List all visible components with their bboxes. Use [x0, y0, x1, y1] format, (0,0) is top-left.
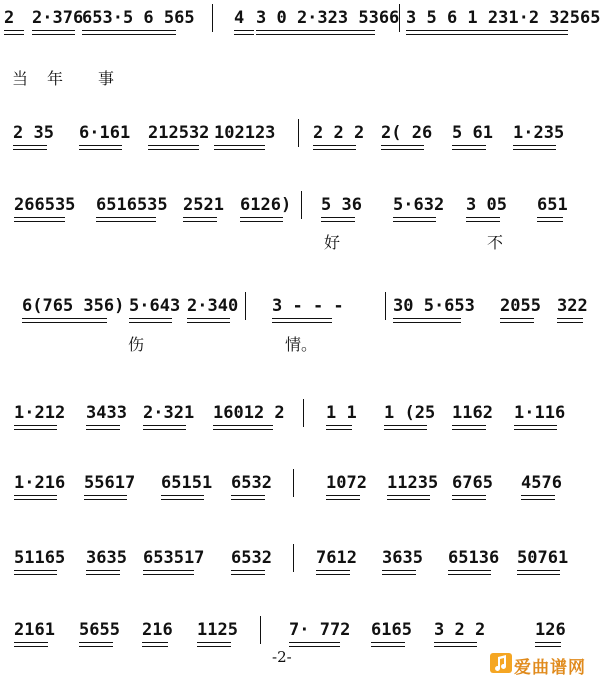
- beam-line: [448, 570, 491, 571]
- note-group: 2: [4, 8, 15, 28]
- note-group: 5 36: [321, 195, 362, 215]
- note-group: 2( 26: [381, 123, 433, 143]
- beam-line: [14, 574, 57, 575]
- lyric-char: 不: [487, 233, 504, 252]
- note-group: 212532: [148, 123, 210, 143]
- note-line: [0, 115, 600, 145]
- beam-line: [213, 429, 273, 430]
- note-group: 1·216: [14, 473, 66, 493]
- beam-line: [382, 574, 416, 575]
- note-group: 3 05: [466, 195, 507, 215]
- note-group: 1·116: [514, 403, 566, 423]
- beam-line: [197, 646, 231, 647]
- note-group: 6(765 356): [22, 296, 125, 316]
- beam-line: [143, 429, 186, 430]
- beam-line: [272, 318, 332, 319]
- beam-line: [82, 30, 176, 31]
- beam-line: [434, 642, 477, 643]
- lyric-char: 情。: [285, 335, 318, 354]
- beam-line: [466, 221, 500, 222]
- beam-line: [213, 425, 273, 426]
- beam-line: [384, 429, 427, 430]
- beam-line: [4, 30, 24, 31]
- beam-line: [513, 145, 556, 146]
- beam-line: [142, 646, 168, 647]
- beam-line: [316, 570, 350, 571]
- beam-line: [14, 425, 57, 426]
- beam-line: [86, 570, 120, 571]
- beam-line: [14, 429, 57, 430]
- note-group: 653·5 6 565: [82, 8, 195, 28]
- music-note-icon: [490, 653, 512, 673]
- beam-line: [557, 318, 583, 319]
- note-group: 51165: [14, 548, 66, 568]
- beam-line: [86, 425, 120, 426]
- score-line: [0, 465, 600, 505]
- beam-line: [313, 149, 356, 150]
- note-group: 2 2 2: [313, 123, 365, 143]
- beam-line: [143, 570, 194, 571]
- note-line: [0, 540, 600, 570]
- beam-line: [82, 34, 176, 35]
- note-group: 16012 2: [213, 403, 285, 423]
- note-group: 1 1: [326, 403, 357, 423]
- score-line: [0, 612, 600, 652]
- note-group: 6516535: [96, 195, 168, 215]
- beam-line: [143, 574, 194, 575]
- beam-line: [143, 425, 186, 426]
- note-group: 5655: [79, 620, 120, 640]
- note-group: 4: [234, 8, 245, 28]
- note-group: 102123: [214, 123, 276, 143]
- beam-line: [84, 495, 127, 496]
- beam-line: [4, 34, 24, 35]
- score-line: [0, 187, 600, 252]
- score-line: [0, 540, 600, 580]
- beam-line: [183, 217, 217, 218]
- beam-line: [313, 145, 356, 146]
- beam-line: [452, 499, 486, 500]
- note-group: 3 - - -: [272, 296, 344, 316]
- beam-line: [214, 145, 265, 146]
- note-group: 3 5 6 1 231·2 32565: [406, 8, 600, 28]
- note-group: 11235: [387, 473, 439, 493]
- note-group: 322: [557, 296, 588, 316]
- beam-line: [500, 318, 534, 319]
- beam-line: [79, 646, 113, 647]
- beam-line: [466, 217, 500, 218]
- note-group: 2521: [183, 195, 224, 215]
- beam-line: [371, 646, 405, 647]
- beam-line: [14, 217, 65, 218]
- bar-line: [245, 292, 246, 320]
- note-group: 3635: [86, 548, 127, 568]
- beam-line: [452, 429, 486, 430]
- beam-line: [452, 149, 486, 150]
- note-group: 1·212: [14, 403, 66, 423]
- bar-line: [293, 544, 294, 572]
- beam-line: [316, 574, 350, 575]
- beam-line: [14, 221, 65, 222]
- beam-line: [535, 646, 561, 647]
- beam-line: [231, 499, 265, 500]
- note-group: 2·321: [143, 403, 195, 423]
- beam-line: [272, 322, 332, 323]
- beam-line: [32, 34, 75, 35]
- beam-line: [148, 149, 199, 150]
- beam-line: [234, 34, 254, 35]
- note-group: 6765: [452, 473, 493, 493]
- beam-line: [13, 149, 47, 150]
- bar-line: [293, 469, 294, 497]
- note-line: [0, 465, 600, 495]
- beam-line: [231, 574, 265, 575]
- beam-line: [382, 570, 416, 571]
- bar-line: [303, 399, 304, 427]
- beam-line: [514, 429, 557, 430]
- beam-line: [79, 145, 122, 146]
- note-group: 65136: [448, 548, 500, 568]
- beam-line: [86, 574, 120, 575]
- beam-line: [14, 499, 57, 500]
- note-group: 5·632: [393, 195, 445, 215]
- beam-line: [514, 425, 557, 426]
- beam-line: [187, 318, 230, 319]
- beam-line: [393, 217, 436, 218]
- note-group: 653517: [143, 548, 205, 568]
- note-group: 1072: [326, 473, 367, 493]
- beam-line: [79, 642, 113, 643]
- beam-line: [96, 221, 156, 222]
- beam-line: [187, 322, 230, 323]
- beam-line: [371, 642, 405, 643]
- note-group: 3433: [86, 403, 127, 423]
- beam-line: [240, 221, 283, 222]
- beam-line: [183, 221, 217, 222]
- bar-line: [301, 191, 302, 219]
- note-group: 6126): [240, 195, 292, 215]
- beam-line: [22, 322, 107, 323]
- note-group: 1162: [452, 403, 493, 423]
- beam-line: [161, 499, 204, 500]
- beam-line: [517, 574, 560, 575]
- beam-line: [452, 495, 486, 496]
- note-group: 216: [142, 620, 173, 640]
- lyric-char: 事: [98, 69, 115, 88]
- beam-line: [381, 149, 424, 150]
- beam-line: [142, 642, 168, 643]
- beam-line: [129, 318, 172, 319]
- beam-line: [96, 217, 156, 218]
- beam-line: [537, 221, 563, 222]
- lyric-char: 当: [12, 69, 29, 88]
- score-line: [0, 115, 600, 155]
- beam-line: [231, 570, 265, 571]
- beam-line: [406, 30, 568, 31]
- beam-line: [289, 642, 340, 643]
- beam-line: [13, 145, 47, 146]
- beam-line: [537, 217, 563, 218]
- page-number: -2-: [272, 648, 292, 666]
- beam-line: [86, 429, 120, 430]
- note-group: 3 2 2: [434, 620, 486, 640]
- beam-line: [393, 318, 461, 319]
- bar-line: [260, 616, 261, 644]
- beam-line: [517, 570, 560, 571]
- bar-line: [298, 119, 299, 147]
- lyric-char: 伤: [128, 335, 145, 354]
- note-group: 3635: [382, 548, 423, 568]
- note-group: 1125: [197, 620, 238, 640]
- beam-line: [326, 499, 360, 500]
- note-group: 5·643: [129, 296, 181, 316]
- beam-line: [521, 495, 555, 496]
- note-group: 2 35: [13, 123, 54, 143]
- note-group: 7612: [316, 548, 357, 568]
- beam-line: [289, 646, 340, 647]
- note-group: 4576: [521, 473, 562, 493]
- beam-line: [148, 145, 199, 146]
- beam-line: [14, 495, 57, 496]
- note-group: 5 61: [452, 123, 493, 143]
- note-group: 50761: [517, 548, 569, 568]
- beam-line: [557, 322, 583, 323]
- beam-line: [32, 30, 75, 31]
- note-group: 55617: [84, 473, 136, 493]
- note-line: [0, 187, 600, 217]
- beam-line: [326, 425, 352, 426]
- note-group: 6165: [371, 620, 412, 640]
- beam-line: [231, 495, 265, 496]
- beam-line: [434, 646, 477, 647]
- beam-line: [384, 425, 427, 426]
- beam-line: [14, 570, 57, 571]
- note-group: 1·235: [513, 123, 565, 143]
- note-group: 7· 772: [289, 620, 351, 640]
- note-line: [0, 612, 600, 642]
- note-line: [0, 288, 600, 318]
- beam-line: [381, 145, 424, 146]
- score-line: [0, 0, 600, 88]
- beam-line: [406, 34, 568, 35]
- beam-line: [214, 149, 265, 150]
- beam-line: [521, 499, 555, 500]
- note-group: 126: [535, 620, 566, 640]
- note-group: 30 5·653: [393, 296, 475, 316]
- beam-line: [387, 495, 430, 496]
- beam-line: [256, 34, 375, 35]
- note-group: 2·340: [187, 296, 239, 316]
- note-group: 266535: [14, 195, 76, 215]
- logo-text: 爱曲谱网: [514, 658, 586, 678]
- score-line: [0, 395, 600, 435]
- beam-line: [234, 30, 254, 31]
- note-group: 651: [537, 195, 568, 215]
- beam-line: [321, 217, 355, 218]
- beam-line: [197, 642, 231, 643]
- beam-line: [79, 149, 122, 150]
- beam-line: [14, 646, 48, 647]
- beam-line: [326, 429, 352, 430]
- note-group: 2055: [500, 296, 541, 316]
- beam-line: [387, 499, 430, 500]
- lyric-char: 好: [324, 233, 341, 252]
- beam-line: [393, 322, 461, 323]
- beam-line: [393, 221, 436, 222]
- beam-line: [500, 322, 534, 323]
- note-group: 3 0 2·323 5366: [256, 8, 400, 28]
- note-group: 65151: [161, 473, 213, 493]
- note-line: [0, 395, 600, 425]
- beam-line: [326, 495, 360, 496]
- beam-line: [22, 318, 107, 319]
- note-group: 6532: [231, 473, 272, 493]
- beam-line: [14, 642, 48, 643]
- beam-line: [161, 495, 204, 496]
- score-line: [0, 288, 600, 354]
- beam-line: [129, 322, 172, 323]
- beam-line: [240, 217, 283, 218]
- note-group: 6532: [231, 548, 272, 568]
- bar-line: [385, 292, 386, 320]
- beam-line: [452, 145, 486, 146]
- bar-line: [399, 4, 400, 32]
- note-group: 1 (25: [384, 403, 436, 423]
- note-group: 2161: [14, 620, 55, 640]
- note-line: [0, 0, 600, 30]
- lyric-char: 年: [47, 69, 64, 88]
- beam-line: [84, 499, 127, 500]
- beam-line: [321, 221, 355, 222]
- beam-line: [513, 149, 556, 150]
- bar-line: [212, 4, 213, 32]
- note-group: 2·376: [32, 8, 84, 28]
- beam-line: [535, 642, 561, 643]
- beam-line: [452, 425, 486, 426]
- site-logo[interactable]: [490, 650, 600, 679]
- beam-line: [448, 574, 491, 575]
- beam-line: [256, 30, 375, 31]
- note-group: 6·161: [79, 123, 131, 143]
